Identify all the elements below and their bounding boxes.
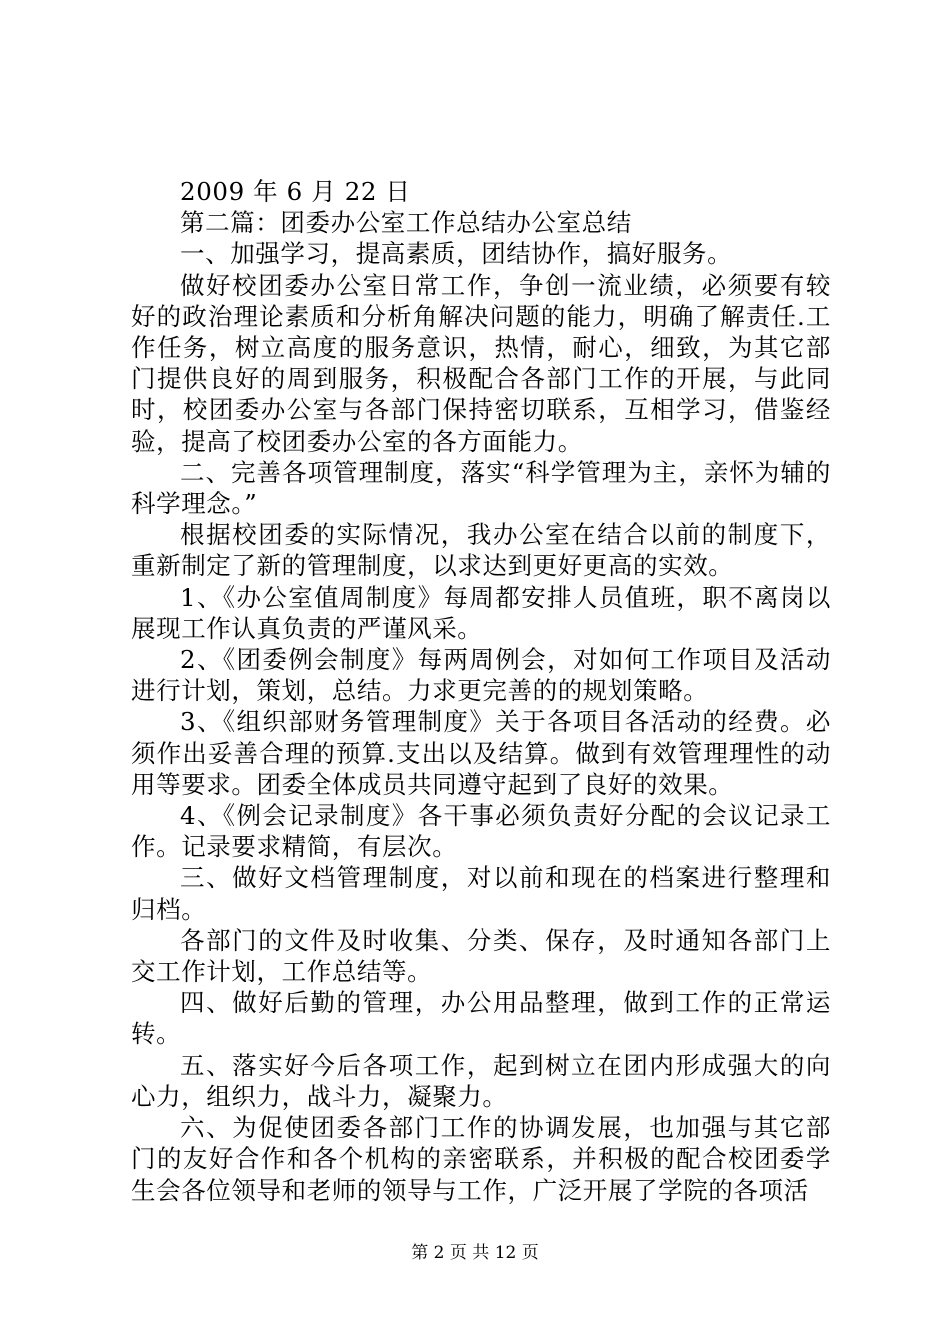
paragraph: 二、完善各项管理制度，落实“科学管理为主，亲怀为辅的科学理念。” — [131, 457, 831, 519]
paragraph: 4、《例会记录制度》各干事必须负责好分配的会议记录工作。记录要求精简，有层次。 — [131, 801, 831, 862]
paragraph: 3、《组织部财务管理制度》关于各项目各活动的经费。必须作出妥善合理的预算.支出以及结算。做到有效管理理性的动用等要求。团委全体成员共同遵守起到了良好的效果。 — [131, 707, 831, 799]
paragraph: 各部门的文件及时收集、分类、保存，及时通知各部门上交工作计划，工作总结等。 — [131, 925, 831, 987]
paragraph: 根据校团委的实际情况，我办公室在结合以前的制度下，重新制定了新的管理制度，以求达到更好更高的实效。 — [131, 520, 831, 581]
paragraph: 三、做好文档管理制度，对以前和现在的档案进行整理和归档。 — [131, 863, 831, 924]
paragraph: 一、加强学习，提高素质，团结协作，搞好服务。 — [180, 239, 733, 269]
paragraph: 四、做好后勤的管理，办公用品整理，做到工作的正常运转。 — [131, 988, 831, 1049]
paragraph: 五、落实好今后各项工作，起到树立在团内形成强大的向心力，组织力，战斗力，凝聚力。 — [131, 1050, 831, 1111]
paragraph: 做好校团委办公室日常工作，争创一流业绩，必须要有较好的政治理论素质和分析角解决问题的能力，明确了解责任.工作任务，树立高度的服务意识，热情，耐心，细致，为其它部门提供良好的周到服务，积极配合各部门工作的开展，与此同时，校团委办公室与各部门保持密切联系，互相学习，借鉴经验，提高了校团委办公室的各方面能力。 — [131, 270, 831, 456]
section-title: 第二篇：团委办公室工作总结办公室总结 — [180, 208, 632, 238]
document-body — [131, 176, 831, 1206]
paragraph: 2、《团委例会制度》每两周例会，对如何工作项目及活动进行计划，策划，总结。力求更完善的的规划策略。 — [131, 645, 831, 706]
date-line: 2009 年 6 月 22 日 — [180, 177, 411, 206]
page-footer: 第 2 页 共 12 页 — [411, 1243, 539, 1263]
paragraph: 六、为促使团委各部门工作的协调发展，也加强与其它部门的友好合作和各个机构的亲密联系，并积极的配合校团委学生会各位领导和老师的领导与工作，广泛开展了学院的各项活 — [131, 1113, 831, 1205]
paragraph: 1、《办公室值周制度》每周都安排人员值班，职不离岗以展现工作认真负责的严谨风采。 — [131, 582, 831, 643]
